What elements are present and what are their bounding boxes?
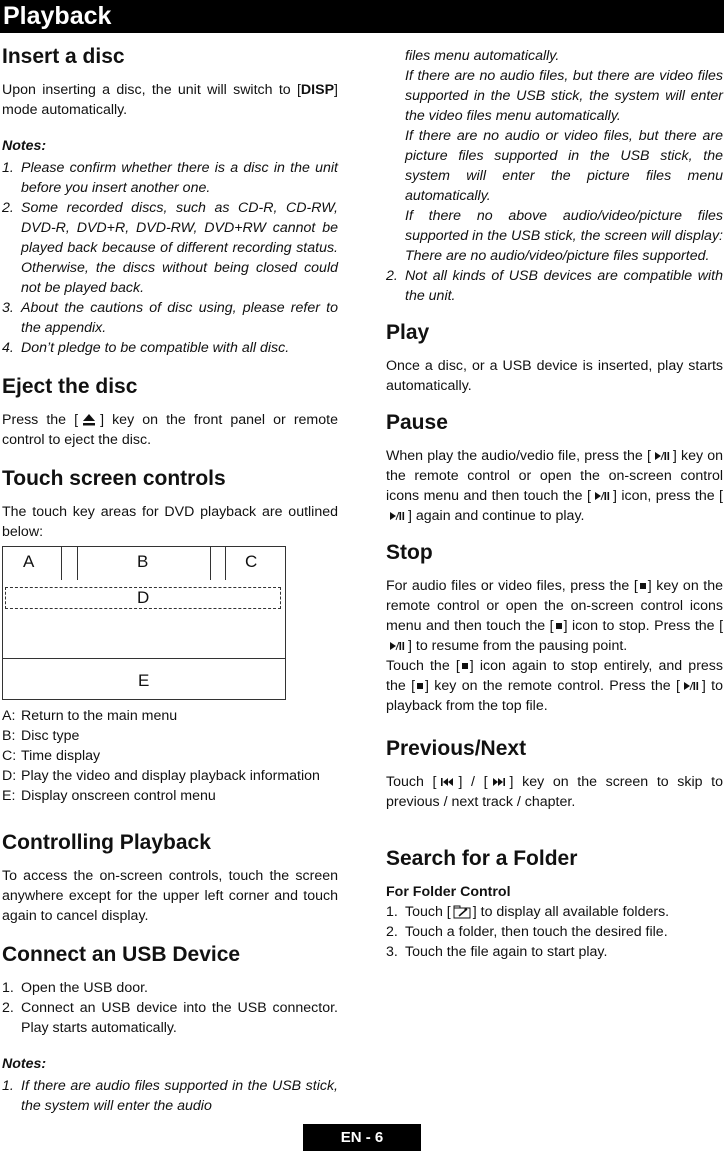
list-item: 1. Please confirm whether there is a disc in the unit before you insert another one. <box>2 160 338 196</box>
area-b-label: B <box>137 552 149 571</box>
controlling-heading: Controlling Playback <box>2 831 211 854</box>
insert-body: Upon inserting a disc, the unit will switch to [DISP] mode automatically. <box>2 82 338 118</box>
list-item: If there are no audio files, but there are video files supported in the USB stick, the system will enter the video files menu automatically. <box>405 68 723 124</box>
insert-notes-title: Notes: <box>2 138 47 154</box>
folder-subheading: For Folder Control <box>386 884 511 900</box>
list-item: 4. Don’t pledge to be compatible with all disc. <box>2 340 290 356</box>
disp-key: DISP <box>300 82 335 98</box>
play-pause-icon <box>651 448 673 464</box>
list-item: B: Disc type <box>2 728 80 744</box>
insert-heading: Insert a disc <box>2 45 125 68</box>
list-item: A: Return to the main menu <box>2 708 178 724</box>
list-item: 3. Touch the file again to start play. <box>386 944 608 960</box>
touch-area-diagram <box>2 546 286 700</box>
list-item: 2. Not all kinds of USB devices are compatible with the unit. <box>386 268 723 304</box>
folder-icon <box>451 904 473 920</box>
stop-body: For audio files or video files, press the [ ] key on the remote control or open the on-screen control icons menu and then touch the [ ] icon to stop. Press the [ ] to resume from the pausing point. <box>386 578 724 654</box>
stop-icon <box>460 658 470 674</box>
list-item: 1. Open the USB door. <box>2 980 148 996</box>
list-item: C: Time display <box>2 748 101 764</box>
usb-notes <box>2 1076 338 1116</box>
list-item: 3. About the cautions of disc using, please refer to the appendix. <box>2 300 338 336</box>
area-a-label: A <box>23 552 35 571</box>
play-pause-icon <box>386 508 408 524</box>
page-number: EN - 6 <box>303 1124 421 1151</box>
eject-icon <box>78 412 100 428</box>
next-icon <box>488 774 510 790</box>
usb-steps <box>2 978 338 1038</box>
list-item: If there are no audio or video files, but there are picture files supported in the USB stick, the system will enter the picture files menu automatically. <box>405 128 723 204</box>
list-item: E: Display onscreen control menu <box>2 788 216 804</box>
stop-icon <box>638 578 648 594</box>
usb-heading: Connect an USB Device <box>2 943 241 966</box>
area-d-label: D <box>137 588 150 607</box>
list-item: files menu automatically. <box>405 48 560 64</box>
controlling-body: To access the on-screen controls, touch the screen anywhere except for the upper left corner and touch again to cancel display. <box>2 868 338 924</box>
list-item: 2. Touch a folder, then touch the desired file. <box>386 924 668 940</box>
folder-heading: Search for a Folder <box>386 847 578 870</box>
previous-icon <box>436 774 458 790</box>
usb-notes-continued <box>386 46 723 306</box>
prevnext-body: Touch [ ] / [ ] key on the screen to skip to previous / next track / chapter. <box>386 774 723 810</box>
folder-steps <box>386 902 723 962</box>
play-pause-icon <box>386 638 408 654</box>
stop-icon <box>415 678 425 694</box>
list-item: 2. Some recorded discs, such as CD-R, CD-RW, DVD-R, DVD+R, DVD-RW, DVD+RW cannot be played back because of different recording status. Otherwise, the discs without being closed could not be played back. <box>2 200 338 296</box>
pause-heading: Pause <box>386 411 448 434</box>
right-column <box>386 46 723 962</box>
touch-body: The touch key areas for DVD playback are outlined below: <box>2 504 338 540</box>
prevnext-heading: Previous/Next <box>386 737 527 760</box>
left-column <box>2 44 338 1116</box>
list-item: D: Play the video and display playback information <box>2 768 320 784</box>
area-e-label: E <box>138 671 150 690</box>
eject-heading: Eject the disc <box>2 375 138 398</box>
page-title: Playback <box>3 2 112 30</box>
insert-notes <box>2 158 338 358</box>
list-item: If there no above audio/video/picture files supported in the USB stick, the screen will display: There are no audio/video/picture files supported. <box>405 208 723 264</box>
eject-body: Press the [ ] key on the front panel or remote control to eject the disc. <box>2 412 338 448</box>
list-item: 1. Touch [ ] to display all available folders. <box>386 904 670 920</box>
pause-body: When play the audio/vedio file, press the [ ] key on the remote control or open the on-screen control icons menu and then touch the [ ] icon, press the [ ] again and continue to play. <box>386 448 723 524</box>
list-item: 2. Connect an USB device into the USB connector. Play starts automatically. <box>2 1000 338 1036</box>
play-pause-icon <box>591 488 613 504</box>
list-item: 1. If there are audio files supported in the USB stick, the system will enter the audio <box>2 1078 338 1114</box>
touch-legend <box>2 706 338 806</box>
stop-body-2: Touch the [ ] icon again to stop entirely, and press the [ ] key on the remote control. Press the [ ] to playback from the top file. <box>386 658 724 714</box>
area-c-label: C <box>245 552 258 571</box>
play-body: Once a disc, or a USB device is inserted, play starts automatically. <box>386 358 723 394</box>
touch-heading: Touch screen controls <box>2 467 226 490</box>
stop-icon <box>554 618 564 634</box>
play-pause-icon <box>680 678 702 694</box>
usb-notes-title: Notes: <box>2 1056 47 1072</box>
play-heading: Play <box>386 321 430 344</box>
stop-heading: Stop <box>386 541 433 564</box>
page-header <box>0 0 724 33</box>
